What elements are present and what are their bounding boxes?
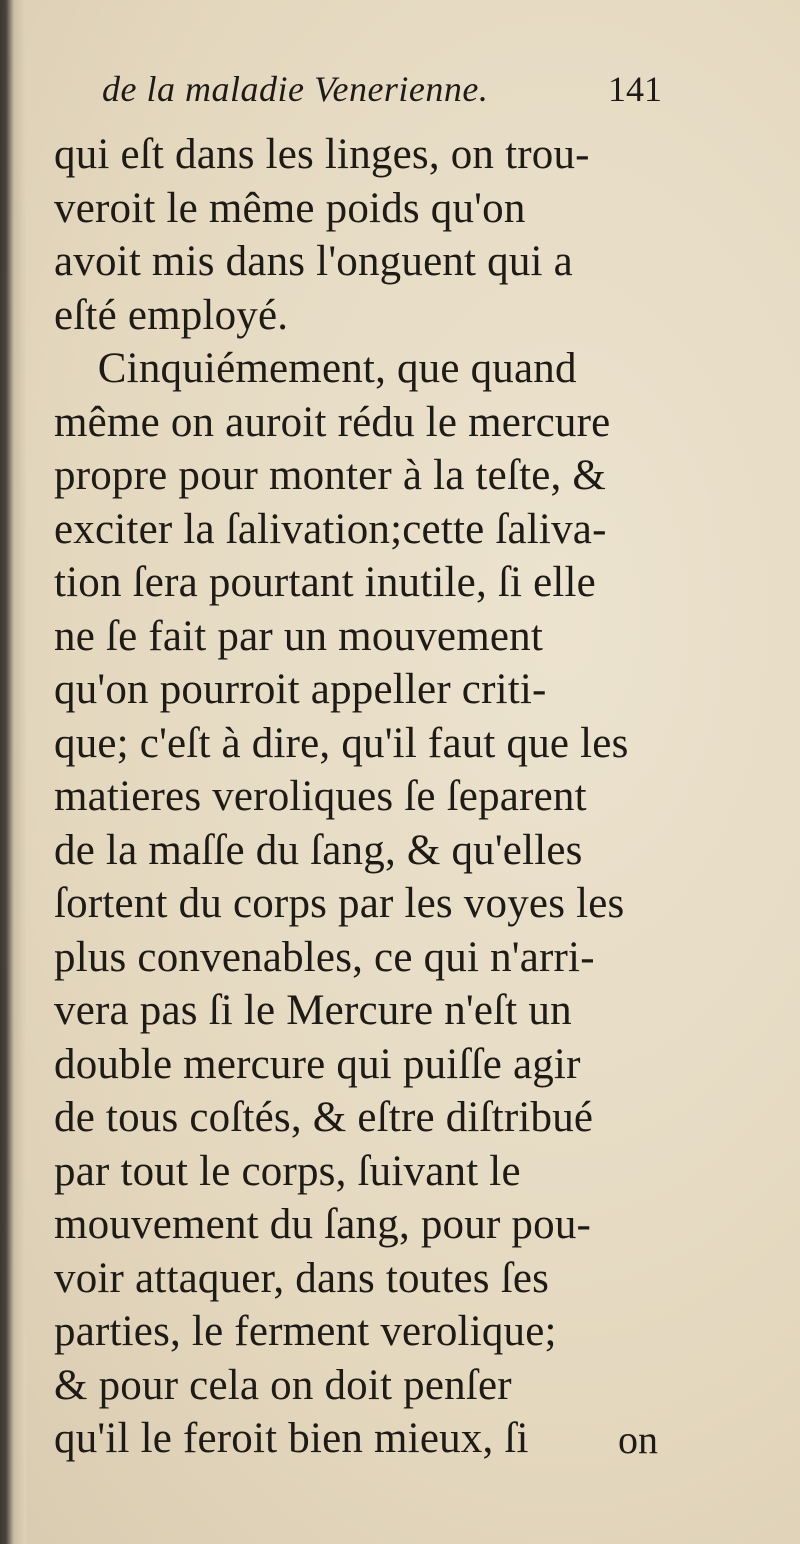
catchword: on [618, 1417, 658, 1462]
text-line: ne ſe fait par un mouvement [54, 612, 543, 660]
text-line: voir attaquer, dans toutes ſes [54, 1254, 550, 1302]
text-line: par tout le corps, ſuivant le [54, 1147, 521, 1195]
text-line: double mercure qui puiſſe agir [54, 1040, 581, 1088]
body-text [54, 128, 654, 1466]
text-line: qui eſt dans les linges, on trou- [54, 131, 590, 178]
page-number: 141 [608, 69, 662, 109]
text-line: qu'on pourroit appeller criti- [54, 666, 547, 713]
text-line: veroit le même poids qu'on [54, 184, 526, 232]
text-line: de la maſſe du ſang, & qu'elles [54, 826, 583, 874]
text-line: qu'il le feroit bien mieux, ſi [54, 1415, 529, 1462]
text-line: exciter la ſalivation;cette ſaliva- [54, 505, 607, 553]
text-line: propre pour monter à la teſte, & [54, 452, 607, 499]
text-line: & pour cela on doit penſer [54, 1361, 512, 1409]
text-line: plus convenables, ce qui n'arri- [54, 933, 595, 981]
text-line: ſortent du corps par les voyes les [54, 880, 625, 927]
text-line: matieres veroliques ſe ſeparent [54, 773, 587, 820]
text-line: même on auroit rédu le mercure [54, 398, 611, 446]
text-line: avoit mis dans l'onguent qui a [54, 238, 573, 285]
text-line: de tous coſtés, & eſtre diſtribué [54, 1094, 594, 1141]
page-header [102, 68, 662, 118]
book-binding-edge [0, 0, 26, 1544]
text-line: tion ſera pourtant inutile, ſi elle [54, 559, 596, 606]
text-line: eſté employé. [54, 291, 289, 339]
running-head: de la maladie Venerienne. [102, 69, 489, 109]
text-line: vera pas ſi le Mercure n'eſt un [54, 987, 572, 1034]
text-line: que; c'eſt à dire, qu'il faut que les [54, 719, 629, 767]
text-line: mouvement du ſang, pour pou- [54, 1201, 592, 1248]
text-line: Cinquiémement, que quand [54, 345, 577, 392]
text-line: parties, le ferment verolique; [54, 1308, 557, 1355]
